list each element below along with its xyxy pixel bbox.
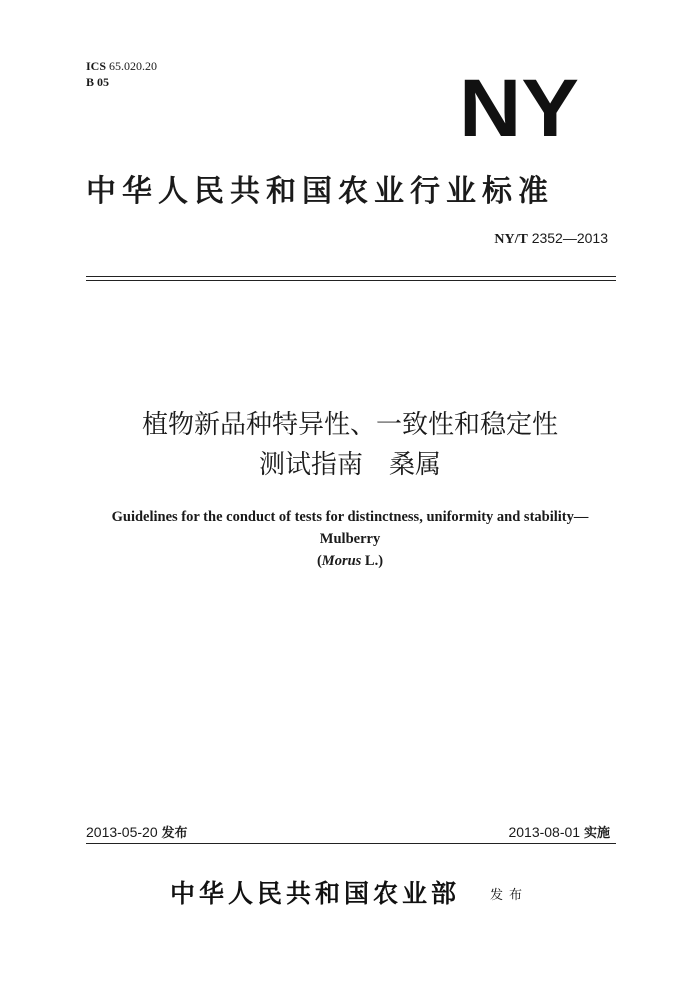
english-title-line-2: Mulberry [319, 531, 381, 547]
issuing-authority: 中华人民共和国农业部 [170, 879, 461, 908]
classification-codes [86, 58, 157, 90]
standard-number [494, 230, 608, 248]
implementation-date-value: 2013-08-01 [508, 824, 581, 840]
ccs-code: B 05 [86, 75, 110, 89]
header-divider [86, 276, 616, 277]
implementation-date-label: 实施 [583, 826, 610, 841]
genus-name: Morus [321, 553, 362, 569]
ics-value: 65.020.20 [109, 59, 158, 73]
english-title-line-3 [0, 550, 700, 572]
ics-label: ICS [86, 59, 107, 73]
chinese-title-line-1: 植物新品种特异性、一致性和稳定性 [141, 410, 558, 440]
standard-number-value: 2352—2013 [531, 230, 608, 246]
paren-open: ( [316, 553, 322, 569]
standard-body-title: 中华人民共和国农业行业标准 [86, 174, 554, 209]
issue-date-label: 发布 [161, 826, 188, 841]
ics-code [86, 58, 157, 74]
english-title-line-1: Guidelines for the conduct of tests for distinctness, uniformity and stability— [111, 509, 589, 525]
issuing-verb: 发布 [490, 888, 529, 903]
header-divider-thin [86, 280, 616, 281]
issue-date-value: 2013-05-20 [86, 824, 158, 840]
implementation-date [508, 822, 610, 841]
issue-date [86, 822, 188, 841]
ny-logo [456, 72, 582, 142]
footer-divider [86, 843, 616, 844]
standard-number-prefix: NY/T [494, 232, 528, 247]
ny-logo-text: NY [459, 72, 579, 142]
author-abbrev: L.) [361, 553, 384, 569]
chinese-title-line-2: 测试指南 桑属 [258, 450, 441, 480]
